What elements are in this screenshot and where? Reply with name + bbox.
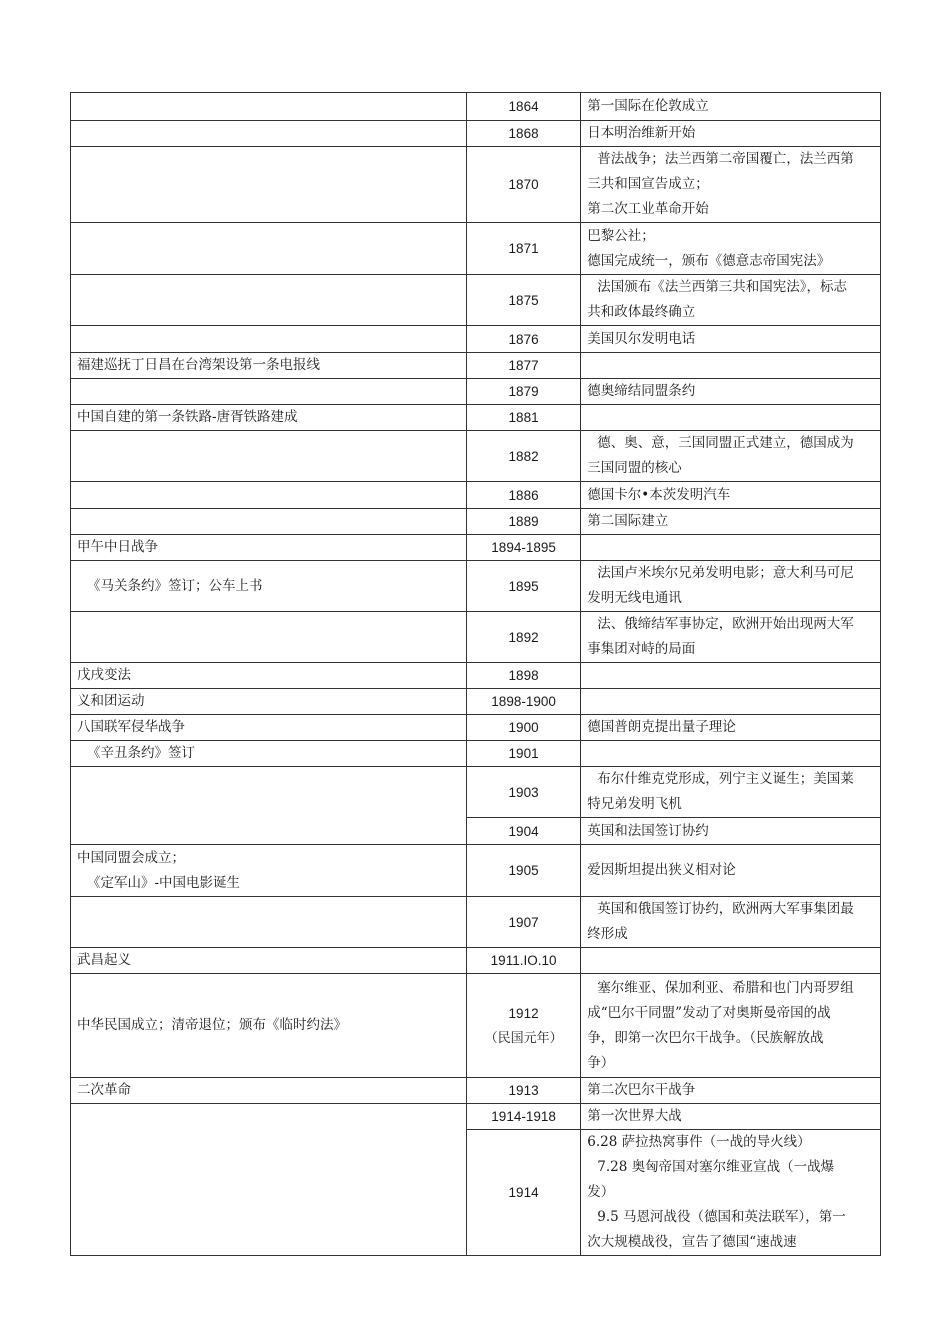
event-world-cell [581,741,881,767]
event-china-cell [71,845,467,897]
year-text: 1911.IO.10 [490,953,557,968]
event-world-cell [581,121,881,147]
year-cell [466,509,580,535]
year-cell [466,1130,580,1256]
year-text: 1889 [508,514,539,529]
year-text: 1913 [508,1083,539,1098]
event-world-cell [581,974,881,1078]
event-world-cell [581,275,881,326]
year-text: 1871 [508,241,539,256]
world-event-text: 法国颁布《法兰西第三共和国宪法》，标志 [597,279,848,295]
year-text: 1870 [508,177,539,192]
year-cell [466,431,580,482]
event-world-cell [581,353,881,379]
year-text: 1876 [508,331,539,347]
year-cell [466,689,580,715]
year-cell [466,948,580,974]
table-row [71,897,881,948]
world-event-text: 终形成 [587,926,628,942]
event-world-cell [581,93,881,121]
table-row [71,561,881,612]
event-china-cell [71,948,467,974]
event-china-cell [71,121,467,147]
year-cell [466,1078,580,1104]
table-row [71,689,881,715]
event-china-cell [71,1078,467,1104]
event-world-cell [581,147,881,223]
world-event-text: 巴黎公社； [587,227,655,244]
event-world-cell [581,405,881,431]
world-event-text: 德国卡尔•本茨发明汽车 [587,486,731,503]
year-text: 1914 [508,1185,539,1200]
world-event-text: 英国和俄国签订协约，欧洲两大军事集团最 [597,901,854,917]
event-china-cell [71,405,467,431]
event-world-cell [581,379,881,405]
event-world-cell [581,948,881,974]
year-cell [466,663,580,689]
table-row [71,509,881,535]
event-world-cell [581,535,881,561]
year-cell [466,767,580,818]
world-event-text: 第一次世界大战 [587,1108,682,1124]
event-china-cell [71,482,467,509]
world-event-text: 6.28 萨拉热窝事件（一战的导火线） [587,1134,811,1150]
world-event-text: 7.28 奥匈帝国对塞尔维亚宣战（一战爆 [597,1159,835,1175]
year-note: （民国元年） [484,1030,563,1046]
year-cell [466,326,580,353]
timeline-table [70,92,881,1256]
table-row [71,326,881,353]
event-china-cell [71,1104,467,1256]
year-text: 1907 [508,914,539,930]
event-world-cell [581,897,881,948]
year-cell [466,93,580,121]
table-row [71,663,881,689]
event-china-cell [71,147,467,223]
table-row [71,845,881,897]
timeline-body [71,93,881,1256]
year-cell [466,612,580,663]
world-event-text: 英国和法国签订协约 [587,822,709,839]
event-china-cell [71,223,467,275]
world-event-text: 次大规模战役，宣告了德国“速战速 [587,1234,797,1250]
china-event-text: 中华民国成立；清帝退位；颁布《临时约法》 [77,1017,347,1033]
year-text: 1868 [508,126,539,141]
year-cell [466,897,580,948]
table-row [71,741,881,767]
year-cell [466,974,580,1078]
table-row [71,223,881,275]
event-world-cell [581,482,881,509]
table-row [71,93,881,121]
event-china-cell [71,275,467,326]
event-china-cell [71,767,467,845]
china-event-text: 义和团运动 [77,693,145,709]
table-row [71,482,881,509]
event-china-cell [71,715,467,741]
year-cell [466,741,580,767]
table-row [71,147,881,223]
world-event-text: 争） [587,1054,615,1071]
world-event-text: 成“巴尔干同盟”发动了对奥斯曼帝国的战 [587,1004,831,1021]
event-china-cell [71,974,467,1078]
year-cell [466,561,580,612]
world-event-text: 三共和国宣告成立； [587,176,709,192]
china-event-text: 甲午中日战争 [77,539,158,555]
world-event-text: 三国同盟的核心 [587,460,682,476]
event-world-cell [581,767,881,818]
year-cell [466,147,580,223]
event-china-cell [71,689,467,715]
year-text: 1901 [508,746,539,761]
year-cell [466,845,580,897]
event-china-cell [71,535,467,561]
event-world-cell [581,818,881,845]
table-row [71,379,881,405]
china-event-text: 武昌起义 [77,952,131,968]
year-text: 1875 [508,292,539,308]
event-china-cell [71,326,467,353]
world-event-text: 布尔什维克党形成，列宁主义诞生；美国莱 [597,771,854,787]
world-event-text: 发明无线电通讯 [587,590,682,606]
year-text: 1879 [508,384,539,399]
world-event-text: 第二次工业革命开始 [587,201,709,217]
table-row [71,612,881,663]
event-world-cell [581,715,881,741]
year-cell [466,275,580,326]
table-row [71,405,881,431]
event-china-cell [71,741,467,767]
year-text: 1864 [508,99,539,114]
event-china-cell [71,509,467,535]
china-event-text: 二次革命 [77,1082,131,1098]
china-event-text: 中国同盟会成立； [77,849,185,866]
year-text: 1882 [508,448,539,464]
event-world-cell [581,612,881,663]
year-text: 1886 [508,487,539,503]
world-event-text: 德国普朗克提出量子理论 [587,719,736,735]
table-row [71,535,881,561]
event-world-cell [581,1104,881,1130]
year-text: 1895 [508,578,539,594]
world-event-text: 德国完成统一，颁布《德意志帝国宪法》 [587,252,831,269]
event-china-cell [71,93,467,121]
year-text: 1898-1900 [491,694,556,709]
year-text: 1877 [508,358,539,373]
year-text: 1905 [508,863,539,878]
world-event-text: 9.5 马恩河战役（德国和英法联军），第一 [597,1209,846,1225]
china-event-text: 《定军山》-中国电影诞生 [87,874,241,891]
world-event-text: 第二次巴尔干战争 [587,1082,696,1098]
world-event-text: 爱因斯坦提出狭义相对论 [587,862,736,878]
event-world-cell [581,663,881,689]
year-text: 1881 [508,410,539,425]
year-cell [466,1104,580,1130]
event-china-cell [71,663,467,689]
world-event-text: 特兄弟发明飞机 [587,796,682,812]
event-world-cell [581,1078,881,1104]
event-china-cell [71,897,467,948]
year-cell [466,818,580,845]
world-event-text: 德奥缔结同盟条约 [587,383,696,399]
event-china-cell [71,612,467,663]
china-event-text: 福建巡抚丁日昌在台湾架设第一条电报线 [77,357,320,373]
table-row [71,121,881,147]
event-world-cell [581,223,881,275]
china-event-text: 戊戌变法 [77,667,131,683]
year-cell [466,482,580,509]
china-event-text: 《辛丑条约》签订 [87,745,195,761]
year-text: 1912 [508,1005,539,1021]
year-cell [466,353,580,379]
event-china-cell [71,379,467,405]
event-world-cell [581,845,881,897]
world-event-text: 普法战争；法兰西第二帝国覆亡，法兰西第 [597,151,854,167]
table-row [71,1104,881,1130]
event-china-cell [71,353,467,379]
china-event-text: 《马关条约》签订；公车上书 [87,577,263,594]
table-row [71,431,881,482]
world-event-text: 第一国际在伦敦成立 [587,98,709,114]
event-world-cell [581,326,881,353]
year-cell [466,379,580,405]
table-row [71,948,881,974]
world-event-text: 德、奥、意，三国同盟正式建立，德国成为 [597,435,854,451]
year-cell [466,535,580,561]
year-text: 1900 [508,720,539,735]
table-row [71,1078,881,1104]
year-text: 1898 [508,668,539,683]
event-world-cell [581,509,881,535]
year-text: 1904 [508,823,539,839]
table-row [71,275,881,326]
year-cell [466,405,580,431]
world-event-text: 美国贝尔发明电话 [587,330,696,347]
year-text: 1894-1895 [491,540,556,555]
year-text: 1914-1918 [491,1109,556,1124]
world-event-text: 日本明治维新开始 [587,125,696,141]
year-cell [466,223,580,275]
world-event-text: 塞尔维亚、保加利亚、希腊和也门内哥罗组 [597,979,854,996]
event-world-cell [581,431,881,482]
table-row [71,353,881,379]
china-event-text: 八国联军侵华战争 [77,719,185,735]
table-row [71,974,881,1078]
world-event-text: 共和政体最终确立 [587,304,696,320]
year-cell [466,121,580,147]
event-world-cell [581,689,881,715]
year-text: 1892 [508,629,539,645]
event-world-cell [581,1130,881,1256]
year-text: 1903 [508,784,539,800]
world-event-text: 事集团对峙的局面 [587,641,696,657]
year-cell [466,715,580,741]
table-row [71,715,881,741]
table-row [71,767,881,818]
world-event-text: 第二国际建立 [587,513,669,529]
event-world-cell [581,561,881,612]
world-event-text: 法、俄缔结军事协定，欧洲开始出现两大军 [597,616,854,632]
world-event-text: 发） [587,1184,615,1200]
world-event-text: 争，即第一次巴尔干战争。（民族解放战 [587,1029,824,1046]
event-china-cell [71,431,467,482]
event-china-cell [71,561,467,612]
world-event-text: 法国卢米埃尔兄弟发明电影；意大利马可尼 [597,565,854,581]
china-event-text: 中国自建的第一条铁路-唐胥铁路建成 [77,409,298,425]
